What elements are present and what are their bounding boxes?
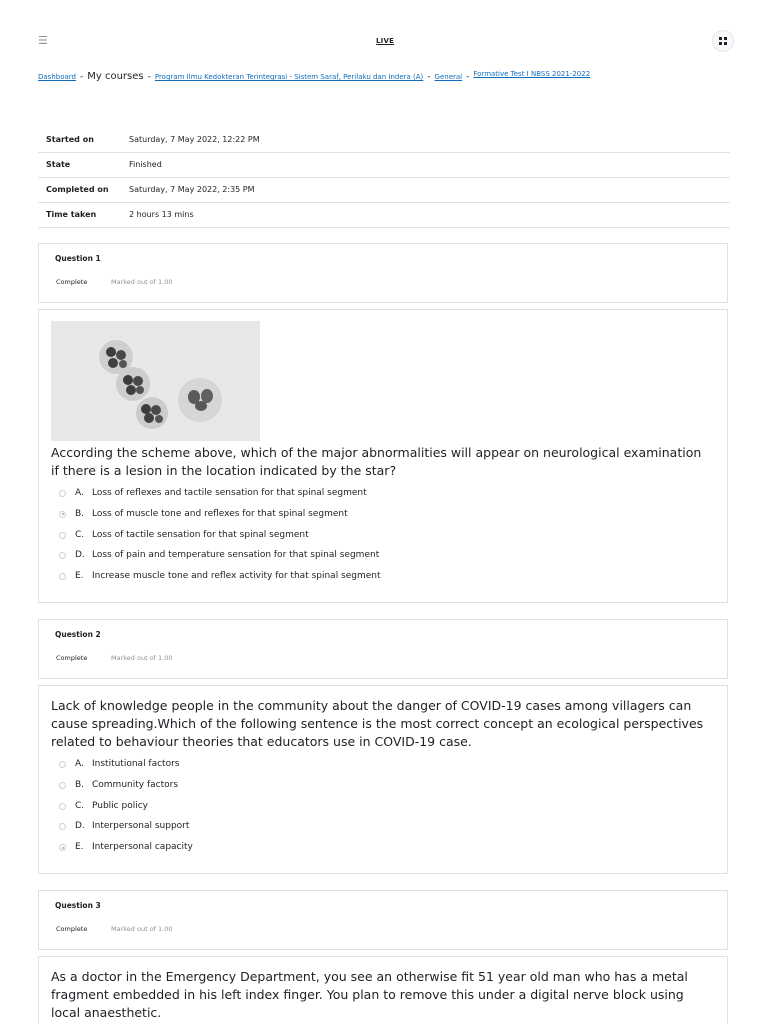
radio-button[interactable] [59,532,66,539]
radio-button[interactable] [59,823,66,830]
breadcrumb-course[interactable]: Program Ilmu Kedokteran Terintegrasi - Sistem Saraf, Perilaku dan Indera (A) [154,73,424,81]
question-text: As a doctor in the Emergency Department, you see an otherwise fit 51 year old man who has a metal fragment embedded in his left index finger. You plan to remove this under a digital nerve block using local anaesthetic. [51,969,688,1020]
answer-text: Institutional factors [92,759,180,769]
answer-text: Interpersonal capacity [92,842,193,853]
summary-value: 2 hours 13 mins [129,210,194,219]
summary-label: Time taken [46,210,97,219]
question-status: Complete [56,654,88,662]
summary-value: Saturday, 7 May 2022, 2:35 PM [129,185,255,194]
answer-letter: B. [75,508,85,519]
answer-letter: C. [75,529,85,540]
summary-value: Finished [129,160,162,169]
radio-button[interactable] [59,552,66,559]
summary-label: State [46,160,71,169]
answer-text: Public policy [92,800,148,811]
answer-text: Increase muscle tone and reflex activity for that spinal segment [92,571,381,582]
answer-text: Loss of pain and temperature sensation for that spinal segment [92,550,380,561]
answer-letter: C. [75,800,85,811]
radio-button-selected[interactable] [59,844,66,851]
breadcrumb [38,71,738,82]
breadcrumb-separator: - [466,72,470,82]
radio-button[interactable] [59,803,66,810]
question-3-info [38,890,728,950]
radio-button[interactable] [59,761,66,768]
question-number: Question 2 [55,630,101,639]
breadcrumb-quiz[interactable]: Formative Test I NBSS 2021-2022 [473,70,591,78]
question-number: Question 1 [55,254,101,263]
answer-text: Loss of reflexes and tactile sensation for that spinal segment [92,488,367,498]
question-status: Complete [56,278,88,286]
answer-letter: A. [75,759,84,769]
summary-row [38,128,730,153]
breadcrumb-separator: - [427,72,431,82]
answer-letter: B. [75,779,85,790]
breadcrumb-dashboard[interactable]: Dashboard [38,73,76,81]
answer-letter: A. [75,488,84,498]
summary-row [38,178,730,203]
summary-value: Saturday, 7 May 2022, 12:22 PM [129,135,260,144]
question-1-info [38,243,728,303]
answer-text: Loss of tactile sensation for that spinal segment [92,529,309,540]
radio-button-selected[interactable] [59,511,66,518]
radio-button[interactable] [59,782,66,789]
question-text: Lack of knowledge people in the community about the danger of COVID-19 cases among villagers can cause spreading.Which of the following sentence is the most correct concept an ecological perspectives related to behaviour theories that educators use in COVID-19 case. [51,698,704,749]
microscope-image [51,321,260,441]
question-marks: Marked out of 1.00 [111,278,173,286]
summary-row [38,153,730,178]
cells-illustration [51,321,260,441]
answer-text: Interpersonal support [92,821,190,832]
radio-button[interactable] [59,573,66,580]
summary-row [38,203,730,228]
question-status: Complete [56,925,88,933]
question-number: Question 3 [55,901,101,910]
question-3-content [38,956,728,1024]
answer-text: Loss of muscle tone and reflexes for that spinal segment [92,508,348,519]
answer-letter: D. [75,550,85,561]
attempt-summary-table [38,128,730,228]
breadcrumb-separator: - [147,72,151,82]
question-1-content [38,309,728,603]
grid-icon[interactable] [712,30,734,52]
summary-label: Completed on [46,185,109,194]
answer-text: Community factors [92,779,179,790]
question-text: According the scheme above, which of the major abnormalities will appear on neurological examination if there is a lesion in the location indicated by the star? [51,445,702,478]
answer-letter: E. [75,571,84,582]
breadcrumb-general[interactable]: General [434,73,463,81]
breadcrumb-separator: - [79,72,84,82]
summary-label: Started on [46,135,94,144]
question-marks: Marked out of 1.00 [111,654,173,662]
question-2-info [38,619,728,679]
top-navbar [0,0,768,64]
question-2-content [38,685,728,874]
live-link[interactable]: LIVE [376,37,395,45]
answer-letter: D. [75,821,85,832]
radio-button[interactable] [59,490,66,497]
answer-letter: E. [75,842,84,853]
breadcrumb-my-courses: My courses [87,71,144,82]
hamburger-icon[interactable]: ☰ [38,34,48,47]
question-marks: Marked out of 1.00 [111,925,173,933]
